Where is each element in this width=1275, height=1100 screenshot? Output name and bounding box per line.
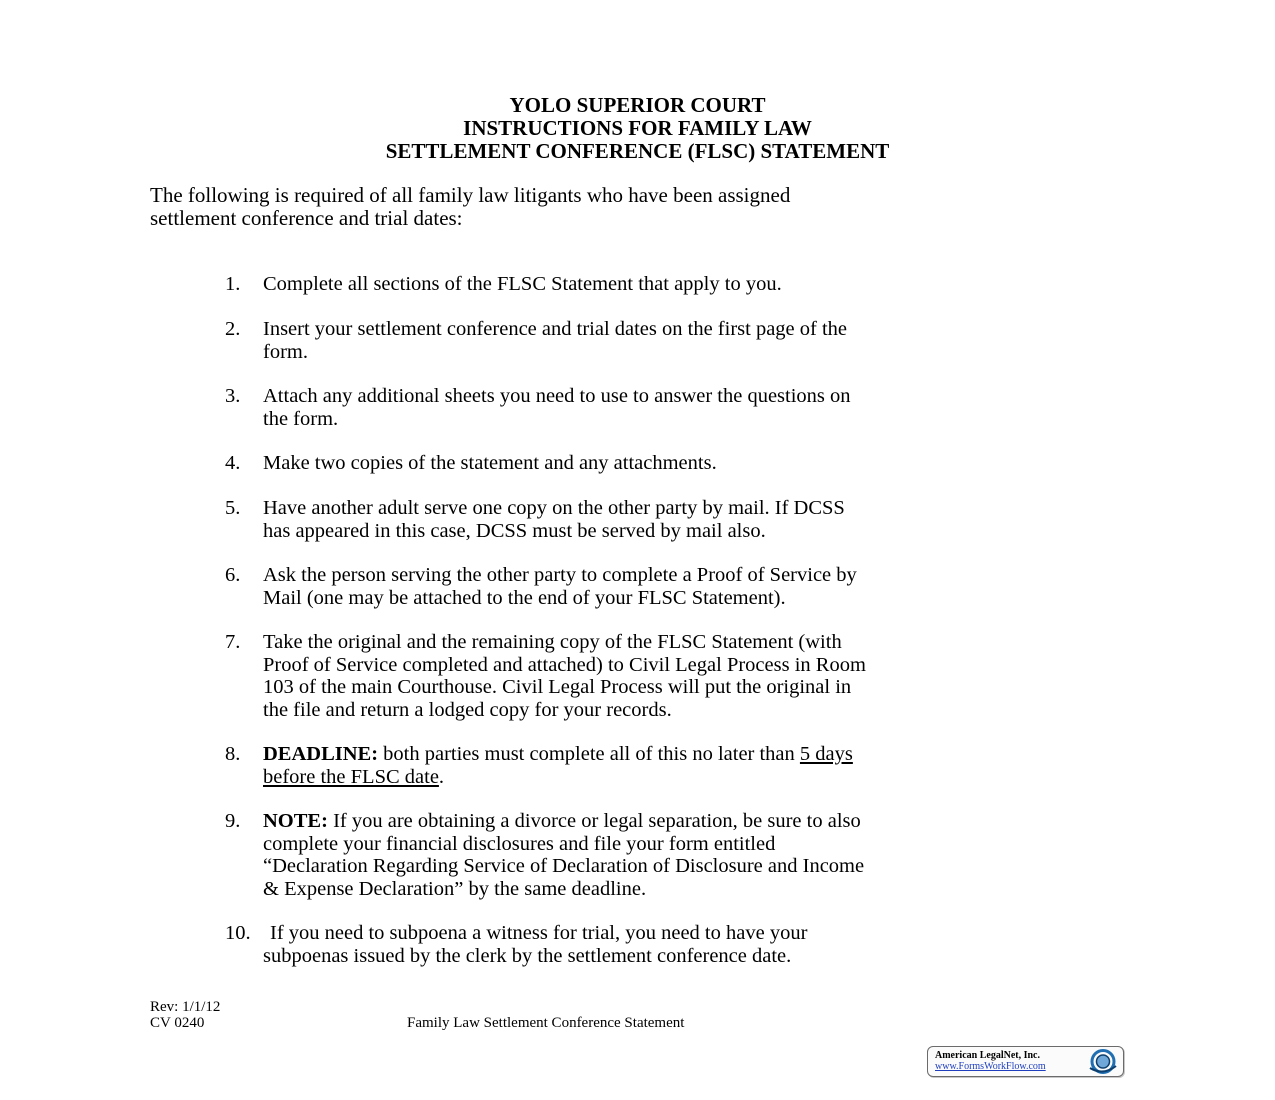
item-text: Complete all sections of the FLSC Statement that apply to you.: [263, 273, 782, 295]
deadline-label: DEADLINE:: [263, 743, 379, 765]
badge-link[interactable]: www.FormsWorkFlow.com: [935, 1061, 1046, 1072]
item-number: 9.: [225, 810, 241, 832]
deadline-days: 5 days: [799, 743, 853, 765]
item-text: DEADLINE: both parties must complete all of this no later than 5 days before the FLSC date.: [263, 743, 853, 788]
item-text: Ask the person serving the other party to complete a Proof of Service by Mail (one may be attached to the end of your FLSC Statement).: [263, 564, 857, 609]
item-number: 8.: [225, 743, 241, 765]
item-text: Insert your settlement conference and trial dates on the first page of the form.: [263, 318, 848, 363]
form-title: Family Law Settlement Conference Statement: [407, 1015, 685, 1031]
statement-heading: SETTLEMENT CONFERENCE (FLSC) STATEMENT: [385, 139, 890, 163]
item-text: If you need to subpoena a witness for trial, you need to have your subpoenas issued by the clerk by the settlement conference date.: [263, 922, 808, 967]
badge-company: American LegalNet, Inc.: [935, 1050, 1040, 1061]
item-number: 10.: [225, 922, 251, 944]
item-number: 5.: [225, 497, 241, 519]
instructions-heading: INSTRUCTIONS FOR FAMILY LAW: [463, 116, 812, 140]
intro-line: The following is required of all family law litigants who have been assigned: [150, 183, 791, 207]
item-text: Make two copies of the statement and any attachments.: [263, 452, 717, 474]
court-name: YOLO SUPERIOR COURT: [509, 93, 766, 117]
item-number: 2.: [225, 318, 241, 340]
item-number: 1.: [225, 273, 241, 295]
item-number: 3.: [225, 385, 241, 407]
item-number: 7.: [225, 631, 241, 653]
globe-logo-icon: [1086, 1048, 1120, 1075]
intro-line: settlement conference and trial dates:: [150, 205, 463, 230]
item-number: 4.: [225, 452, 241, 474]
deadline-reference: before the FLSC date: [263, 765, 439, 788]
item-number: 6.: [225, 564, 241, 586]
item-text: Have another adult serve one copy on the other party by mail. If DCSS has appeared in this case, DCSS must be served by mail also.: [263, 497, 845, 542]
note-label: NOTE:: [263, 810, 328, 832]
form-number: CV 0240: [150, 1015, 205, 1031]
item-text: NOTE: If you are obtaining a divorce or legal separation, be sure to also complete your financial disclosures and file your form entitled “Declaration Regarding Service of Declaration of Disclosure and Income & Expense Declaration” by the same deadline.: [263, 810, 865, 900]
forms-workflow-badge[interactable]: [927, 1046, 1124, 1077]
item-text: Attach any additional sheets you need to use to answer the questions on the form.: [263, 385, 851, 430]
revision-date: Rev: 1/1/12: [150, 999, 221, 1015]
item-text: Take the original and the remaining copy of the FLSC Statement (with Proof of Service completed and attached) to Civil Legal Process in Room 103 of the main Courthouse. Civil Legal Process will put the original in the file and return a lodged copy for your records.: [263, 631, 866, 721]
